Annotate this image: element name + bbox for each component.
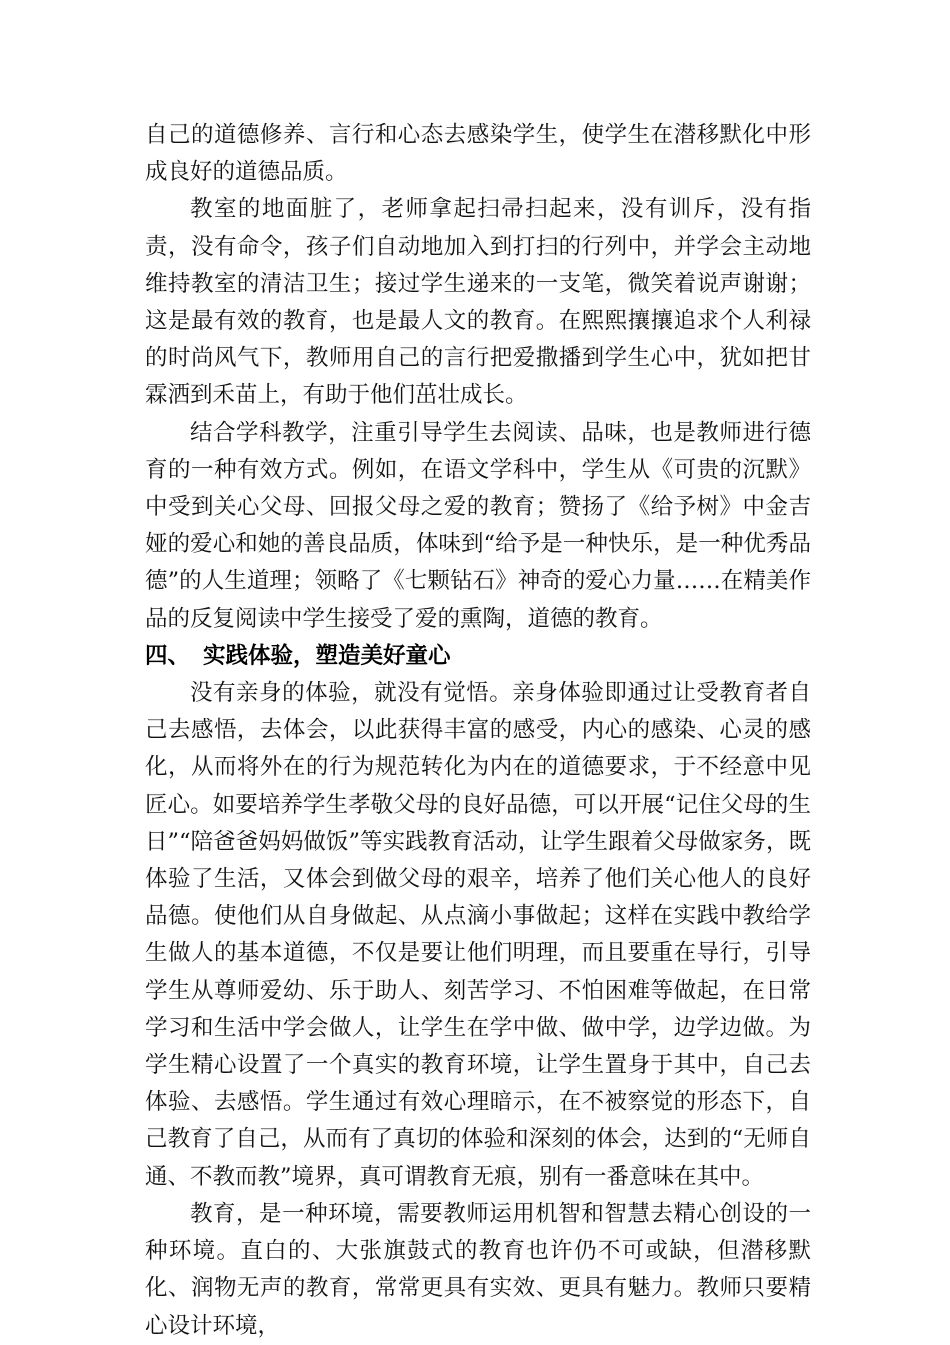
paragraph-subject-teaching: 结合学科教学，注重引导学生去阅读、品味，也是教师进行德育的一种有效方式。例如，在语文学科中，学生从《可贵的沉默》中受到关心父母、回报父母之爱的教育；赞扬了《给予树》中金吉娅的爱心和她的善良品质，体味到“给予是一种快乐，是一种优秀品德”的人生道理；领略了《七颗钻石》神奇的爱心力量……在精美作品的反复阅读中学生接受了爱的熏陶，道德的教育。 bbox=[145, 419, 811, 632]
document-body bbox=[145, 117, 811, 1345]
section-title: 实践体验，塑造美好童心 bbox=[203, 642, 451, 669]
paragraph-teacher-example: 教室的地面脏了，老师拿起扫帚扫起来，没有训斥，没有指责，没有命令，孩子们自动地加入到打扫的行列中，并学会主动地维持教室的清洁卫生；接过学生递来的一支笔，微笑着说声谢谢；这是最有效的教育，也是最人文的教育。在熙熙攘攘追求个人利禄的时尚风气下，教师用自己的言行把爱撒播到学生心中，犹如把甘霖洒到禾苗上，有助于他们茁壮成长。 bbox=[145, 196, 811, 409]
paragraph-continuation: 自己的道德修养、言行和心态去感染学生，使学生在潜移默化中形成良好的道德品质。 bbox=[145, 122, 811, 186]
paragraph-practice-experience: 没有亲身的体验，就没有觉悟。亲身体验即通过让受教育者自己去感悟，去体会，以此获得丰富的感受，内心的感染、心灵的感化，从而将外在的行为规范转化为内在的道德要求，于不经意中见匠心。如要培养学生孝敬父母的良好品德，可以开展“记住父母的生日”“陪爸爸妈妈做饭”等实践教育活动，让学生跟着父母做家务，既体验了生活，又体会到做父母的艰辛，培养了他们关心他人的良好品德。使他们从自身做起、从点滴小事做起；这样在实践中教给学生做人的基本道德，不仅是要让他们明理，而且要重在导行，引导学生从尊师爱幼、乐于助人、刻苦学习、不怕困难等做起，在日常学习和生活中学会做人，让学生在学中做、做中学，边学边做。为学生精心设置了一个真实的教育环境，让学生置身于其中，自己去体验、去感悟。学生通过有效心理暗示，在不被察觉的形态下，自己教育了自己，从而有了真切的体验和深刻的体会，达到的“无师自通、不教而教”境界，真可谓教育无痕，别有一番意味在其中。 bbox=[145, 680, 811, 1190]
section-heading bbox=[145, 638, 811, 675]
section-number: 四、 bbox=[145, 642, 191, 669]
paragraph-education-environment: 教育，是一种环境，需要教师运用机智和智慧去精心创设的一种环境。直白的、大张旗鼓式的教育也许仍不可或缺，但潜移默化、润物无声的教育，常常更具有实效、更具有魅力。教师只要精心设计环境， bbox=[145, 1200, 811, 1339]
